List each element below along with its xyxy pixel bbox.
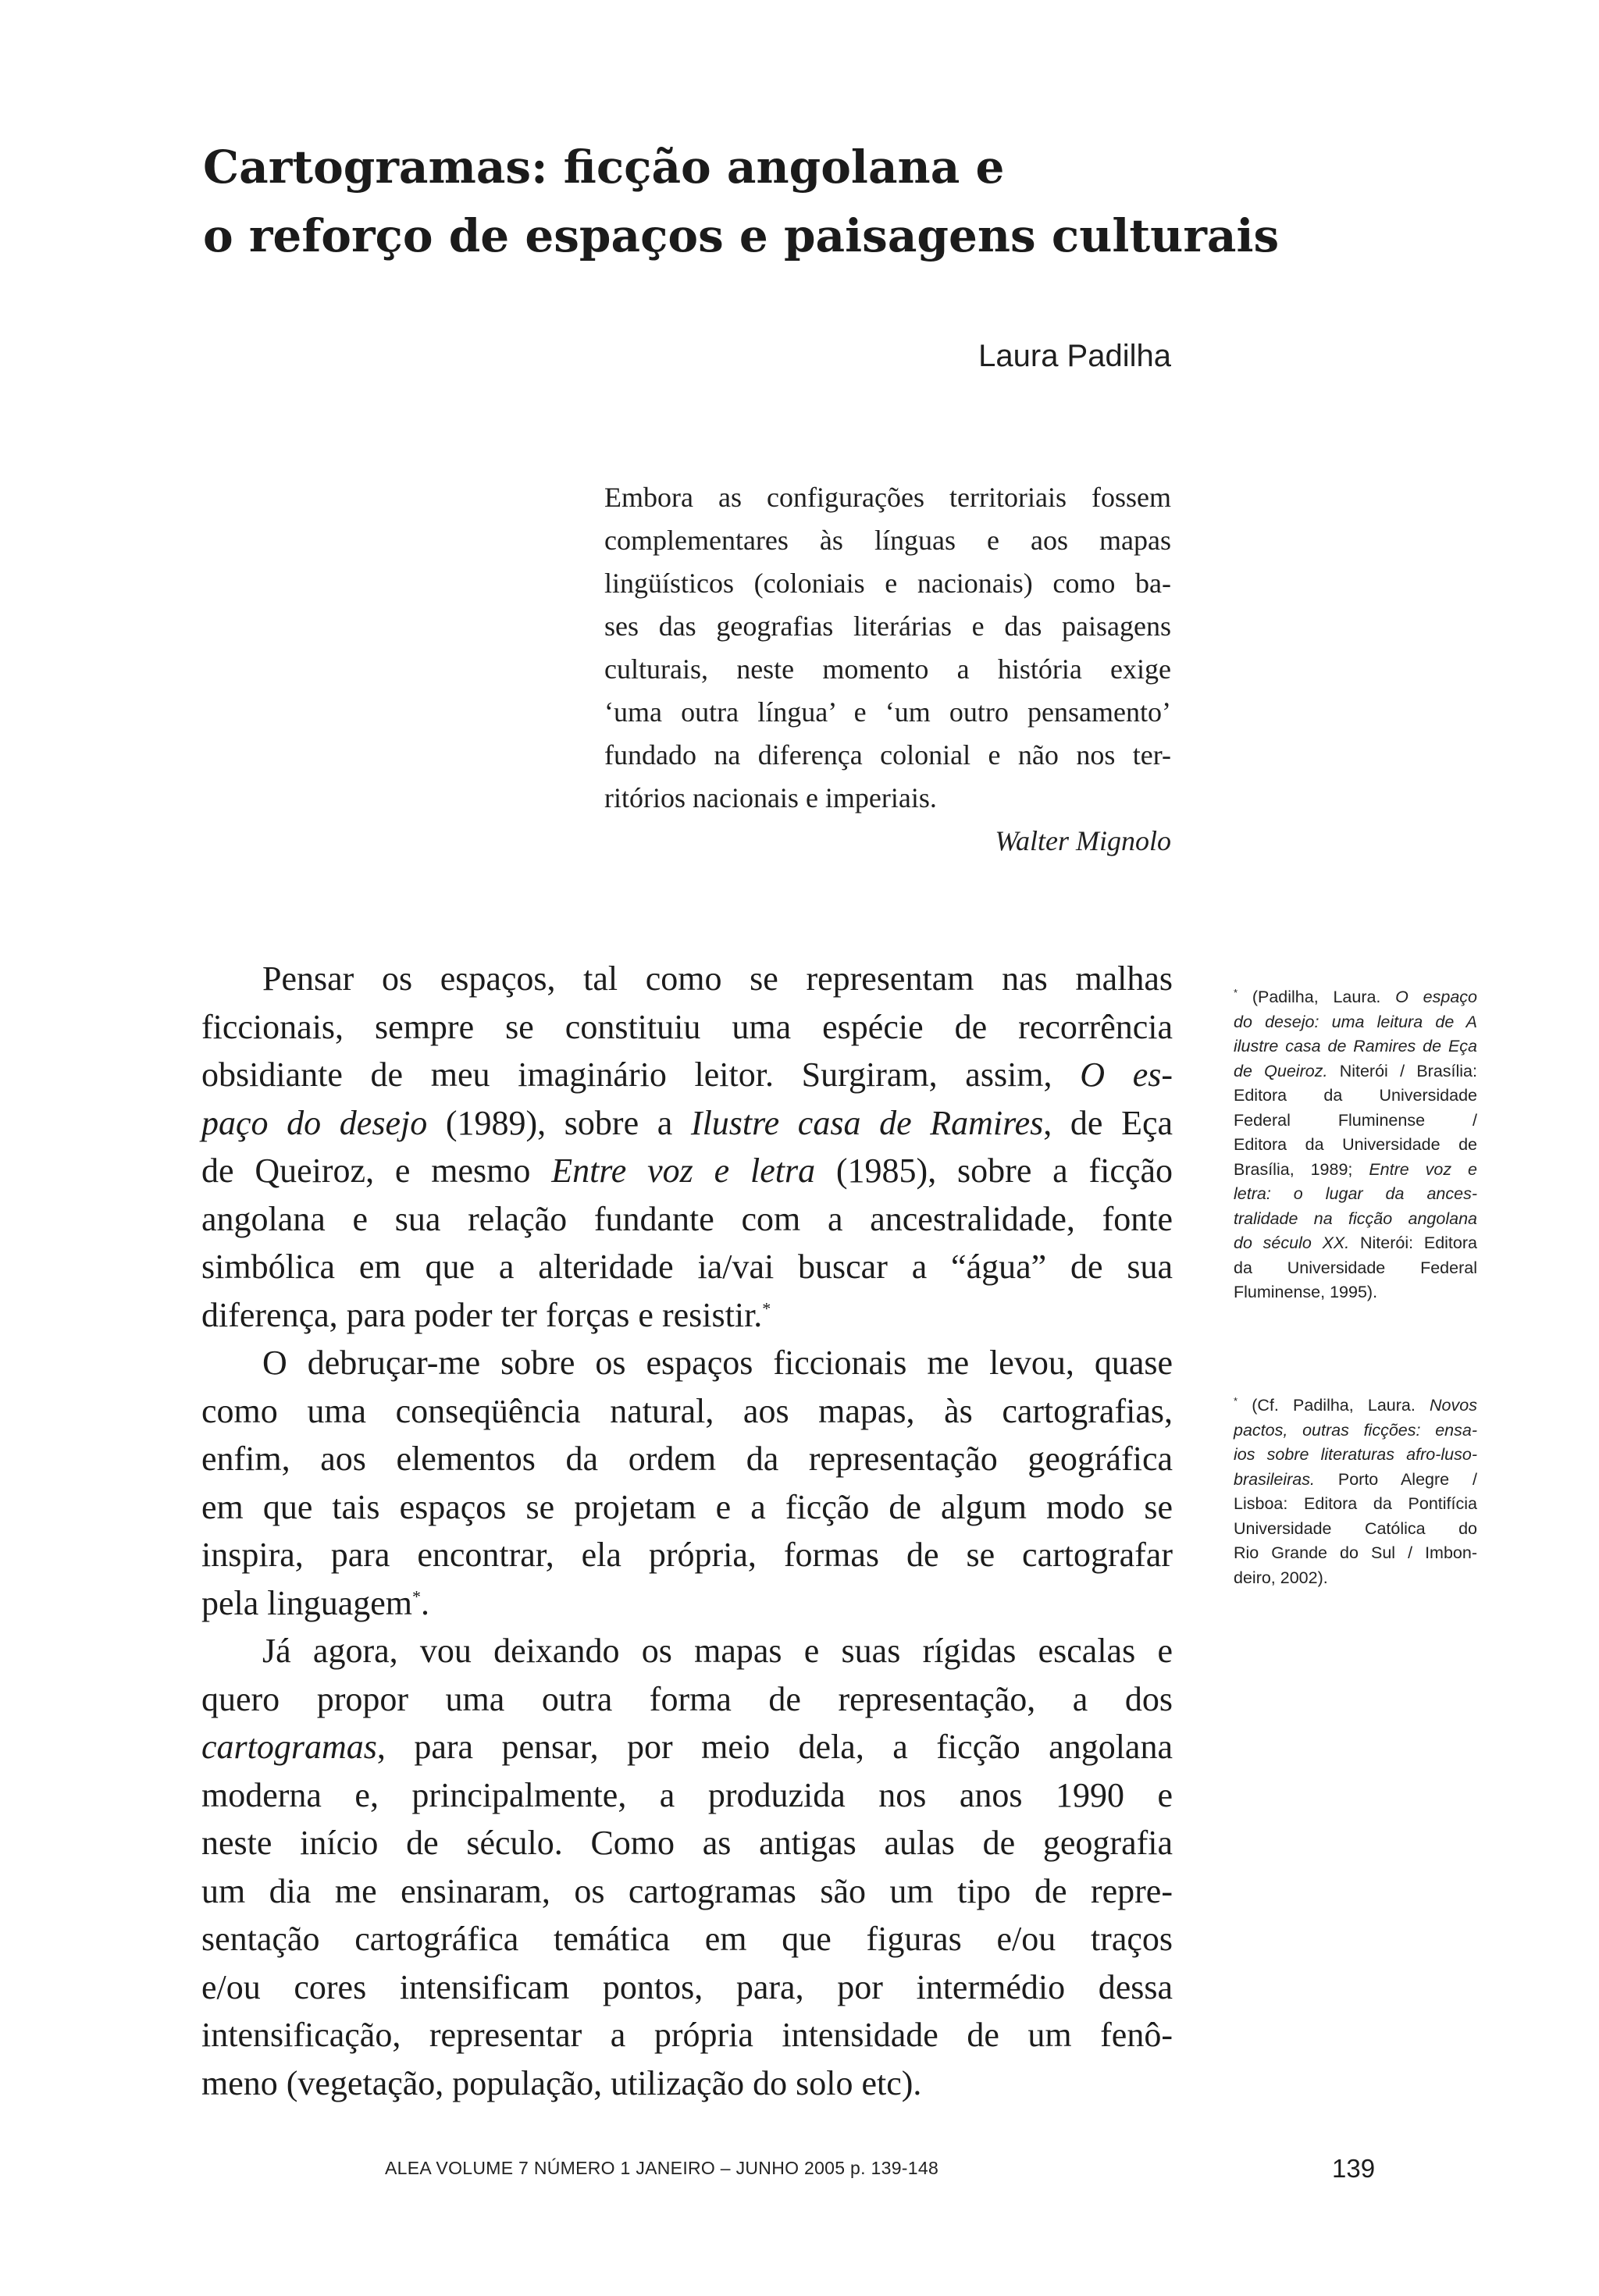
body-line: obsidiante de meu imaginário leitor. Surgiram, assim, O es- [201, 1055, 1173, 1094]
title-line: o reforço de espaços e paisagens culturais [203, 209, 1280, 262]
body-line: angolana e sua relação fundante com a ancestralidade, fonte [201, 1199, 1173, 1238]
body-line: quero propor uma outra forma de representação, a dos [201, 1679, 1173, 1718]
epigraph-line: ses das geografias literárias e das paisagens [604, 610, 1171, 642]
article-title [203, 133, 1280, 270]
body-line: um dia me ensinaram, os cartogramas são um tipo de repre- [201, 1871, 1173, 1910]
body-line: de Queiroz, e mesmo Entre voz e letra (1985), sobre a ficção [201, 1152, 1173, 1190]
footnote-marker: * [762, 1298, 771, 1318]
footnote-line: de Queiroz. Niterói / Brasília: [1234, 1061, 1477, 1080]
epigraph-attribution: Walter Mignolo [995, 825, 1171, 856]
footnote [1234, 985, 1477, 1305]
footnote-line: do desejo: uma leitura de A [1234, 1012, 1477, 1031]
body-line: intensificação, representar a própria intensidade de um fenô- [201, 2016, 1173, 2054]
footnote-line: Editora da Universidade de [1234, 1135, 1477, 1154]
footnote-line: pactos, outras ficções: ensa- [1234, 1420, 1477, 1440]
body-line: Pensar os espaços, tal como se representam nas malhas [262, 959, 1173, 998]
footnote-line: Lisboa: Editora da Pontifícia [1234, 1494, 1477, 1513]
body-line: e/ou cores intensificam pontos, para, por intermédio dessa [201, 1967, 1173, 2006]
epigraph [604, 476, 1171, 863]
body-line: cartogramas, para pensar, por meio dela, a ficção angolana [201, 1728, 1173, 1766]
footnote-marker: * [412, 1586, 422, 1606]
body-line: como uma conseqüência natural, aos mapas, às cartografias, [201, 1391, 1173, 1430]
epigraph-line: fundado na diferença colonial e não nos ter- [604, 739, 1171, 771]
body-line: meno (vegetação, população, utilização do solo etc). [201, 2063, 922, 2102]
body-line: sentação cartográfica temática em que figuras e/ou traços [201, 1920, 1173, 1958]
footnote-line: * (Padilha, Laura. O espaço [1234, 986, 1477, 1006]
epigraph-line: Embora as configurações territoriais fossem [604, 482, 1171, 513]
page-number: 139 [1332, 2154, 1376, 2183]
body-line: O debruçar-me sobre os espaços ficcionais me levou, quase [262, 1344, 1173, 1382]
footnote-line: deiro, 2002). [1234, 1568, 1328, 1587]
body-line: diferença, para poder ter forças e resistir.* [201, 1295, 771, 1334]
footnote-line: * (Cf. Padilha, Laura. Novos [1234, 1394, 1477, 1415]
footnote-line: ilustre casa de Ramires de Eça [1234, 1037, 1477, 1055]
epigraph-line: ‘uma outra língua’ e ‘um outro pensamento’ [604, 696, 1171, 728]
body-line: ficcionais, sempre se constituiu uma espécie de recorrência [201, 1007, 1173, 1046]
epigraph-line: ritórios nacionais e imperiais. [604, 782, 937, 813]
author-name: Laura Padilha [978, 339, 1171, 373]
body-line: em que tais espaços se projetam e a ficção de algum modo se [201, 1487, 1173, 1526]
footnote-line: do século XX. Niterói: Editora [1234, 1233, 1477, 1252]
epigraph-line: lingüísticos (coloniais e nacionais) como ba- [604, 568, 1171, 599]
footnote [1234, 1394, 1477, 1590]
body-line: pela linguagem*. [201, 1583, 430, 1622]
body-line: moderna e, principalmente, a produzida nos anos 1990 e [201, 1775, 1173, 1814]
footnote-line: Fluminense, 1995). [1234, 1283, 1378, 1301]
footnote-line: letra: o lugar da ances- [1234, 1184, 1477, 1203]
epigraph-line: culturais, neste momento a história exige [604, 653, 1171, 685]
body-line: neste início de século. Como as antigas aulas de geografia [201, 1824, 1173, 1862]
body-line: simbólica em que a alteridade ia/vai buscar a “água” de sua [201, 1248, 1173, 1286]
footnote-line: ios sobre literaturas afro-luso- [1234, 1445, 1477, 1464]
body-line: paço do desejo (1989), sobre a Ilustre casa de Ramires, de Eça [201, 1103, 1173, 1142]
footnote-line: Brasília, 1989; Entre voz e [1234, 1159, 1477, 1179]
epigraph-line: complementares às línguas e aos mapas [604, 525, 1171, 556]
body-line: enfim, aos elementos da ordem da representação geográfica [201, 1440, 1173, 1478]
title-line: Cartogramas: ficção angolana e [203, 141, 1005, 194]
article-body [201, 955, 1173, 2107]
footnote-line: Federal Fluminense / [1234, 1110, 1477, 1130]
footnote-line: Universidade Católica do [1234, 1518, 1477, 1538]
footnote-line: Editora da Universidade [1234, 1086, 1477, 1105]
footnote-line: da Universidade Federal [1234, 1258, 1477, 1277]
footnote-line: tralidade na ficção angolana [1234, 1209, 1477, 1228]
body-line: inspira, para encontrar, ela própria, formas de se cartografar [201, 1536, 1173, 1574]
journal-footer: ALEA VOLUME 7 NÚMERO 1 JANEIRO – JUNHO 2005 p. 139-148 [385, 2158, 939, 2178]
footnote-line: Rio Grande do Sul / Imbon- [1234, 1543, 1477, 1562]
body-line: Já agora, vou deixando os mapas e suas rígidas escalas e [262, 1632, 1173, 1670]
footnote-line: brasileiras. Porto Alegre / [1234, 1469, 1477, 1489]
